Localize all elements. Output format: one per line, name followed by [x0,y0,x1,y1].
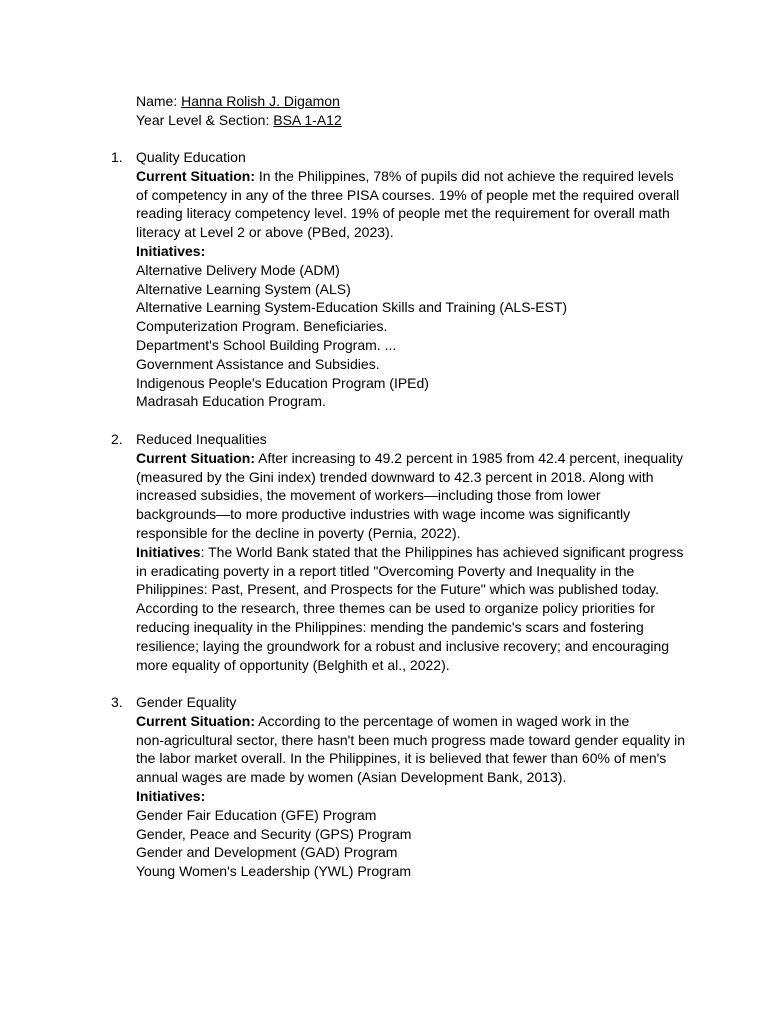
year-section-value: BSA 1-A12 [273,111,342,128]
situation-text: After increasing to 49.2 percent in 1985 from 42.4 percent, inequality [255,449,684,466]
initiative-item: Gender, Peace and Security (GPS) Program [136,825,412,842]
section-number: 1. [111,149,123,165]
situation-label: Current Situation: [136,449,255,466]
section-title: Quality Education [136,149,246,165]
situation-text: of competency in any of the three PISA courses. 19% of people met the required overall [136,186,680,203]
initiative-item: Alternative Learning System-Education Skills and Training (ALS-EST) [136,299,568,316]
initiatives-label: Initiatives: [136,787,206,804]
initiatives-text: resilience; laying the groundwork for a robust and inclusive recovery; and encouraging [136,637,670,654]
situation-line [136,167,684,186]
situation-text: In the Philippines, 78% of pupils did not achieve the required levels [255,167,674,184]
initiative-item: Department's School Building Program. ... [136,336,397,353]
initiatives-text: According to the research, three themes can be used to organize policy priorities for [136,600,656,617]
year-section-line [136,111,696,130]
initiatives-text: Philippines: Past, Present, and Prospects for the Future" which was published today. [136,581,659,598]
initiative-item: Young Women's Leadership (YWL) Program [136,863,412,880]
initiatives-text: : The World Bank stated that the Philippines has achieved significant progress [200,543,684,560]
situation-line [136,712,684,731]
situation-text: responsible for the decline in poverty (Pernia, 2022). [136,524,461,541]
section-body [136,430,684,674]
initiative-item: Alternative Learning System (ALS) [136,280,351,297]
situation-text: non-agricultural sector, there hasn't been much progress made toward gender equality in [136,731,685,748]
situation-line [136,449,684,468]
year-section-label: Year Level & Section: [136,111,274,128]
initiatives-line [136,543,684,562]
initiative-item: Madrasah Education Program. [136,393,326,410]
situation-label: Current Situation: [136,712,255,729]
initiative-item: Government Assistance and Subsidies. [136,355,380,372]
situation-text: literacy at Level 2 or above (PBed, 2023). [136,224,394,241]
situation-label: Current Situation: [136,167,255,184]
initiative-item: Gender and Development (GAD) Program [136,844,398,861]
student-info [136,92,696,130]
situation-text: According to the percentage of women in waged work in the [255,712,630,729]
situation-text: the labor market overall. In the Philippines, it is believed that fewer than 60% of men's [136,750,667,767]
section-number: 3. [111,694,123,710]
initiative-item: Gender Fair Education (GFE) Program [136,806,377,823]
section-number: 2. [111,431,123,447]
student-name: Hanna Rolish J. Digamon [181,93,340,109]
initiative-item: Computerization Program. Beneficiaries. [136,318,388,335]
initiatives-text: reducing inequality in the Philippines: mending the pandemic's scars and fostering [136,618,644,635]
initiative-item: Alternative Delivery Mode (ADM) [136,261,340,278]
initiatives-text: more equality of opportunity (Belghith et al., 2022). [136,656,450,673]
situation-text: (measured by the Gini index) trended downward to 42.3 percent in 2018. Along with [136,468,654,485]
situation-text: annual wages are made by women (Asian Development Bank, 2013). [136,769,567,786]
situation-text: backgrounds—to more productive industries with wage income was significantly [136,506,631,523]
initiatives-text: in eradicating poverty in a report titled "Overcoming Poverty and Inequality in the [136,562,635,579]
initiative-item: Indigenous People's Education Program (IPEd) [136,374,429,391]
situation-text: reading literacy competency level. 19% of people met the requirement for overall math [136,205,670,222]
section-title: Gender Equality [136,694,237,710]
situation-text: increased subsidies, the movement of workers—including those from lower [136,487,601,504]
initiatives-label: Initiatives: [136,242,206,259]
section-body [136,693,684,881]
initiatives-label: Initiatives [136,543,201,560]
name-line [136,92,696,111]
name-label: Name: [136,93,182,109]
section-title: Reduced Inequalities [136,431,267,447]
section-body [136,148,684,411]
